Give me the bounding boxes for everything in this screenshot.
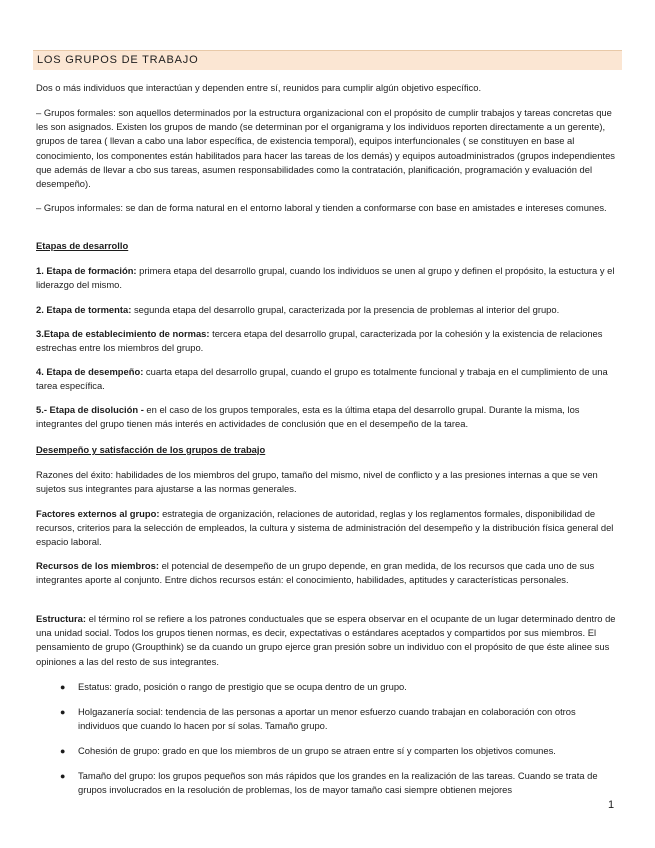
- bullet-icon: ●: [60, 707, 66, 717]
- factor-label: Factores externos al grupo:: [36, 508, 160, 519]
- stage-label: 1. Etapa de formación:: [36, 265, 137, 276]
- intro-paragraph: Dos o más individuos que interactúan y dependen entre sí, reunidos para cumplir algún objetivo específico.: [36, 82, 482, 93]
- stages-heading: Etapas de desarrollo: [36, 240, 129, 251]
- stage-item: [36, 403, 618, 431]
- factor-label: Recursos de los miembros:: [36, 560, 159, 571]
- stage-label: 4. Etapa de desempeño:: [36, 366, 144, 377]
- factor-text: el potencial de desempeño de un grupo depende, en gran medida, de los recursos que cada uno de sus integrantes aporte al conjunto. Entre dichos recursos están: el conocimiento, habilidades, aptitudes y características personales.: [36, 560, 595, 586]
- formal-groups-paragraph: – Grupos formales: son aquellos determinados por la estructura organizacional con el propósito de cumplir trabajos y tareas concretas que les son asignados. Existen los grupos de mando (se determinan por el organigrama y los individuos reporten directamente a un gerente), grupos de tarea ( llevan a cabo una labor específica, de existencia temporal), equipos interfuncionales ( se constituyen en base al conocimiento, los componentes están habilitados para hacer las tareas de los demás) y equipos autoadministrados (grupos independientes que además de llevar a cbo sus tareas, asumen responsabilidades como la contratación, planificación, programación y evaluación del desempeño).: [36, 107, 615, 190]
- bullet-icon: ●: [60, 771, 66, 781]
- list-item-text: Cohesión de grupo: grado en que los miembros de un grupo se atraen entre sí y comparten los objetivos comunes.: [78, 745, 556, 756]
- factor-item: [36, 612, 618, 669]
- stage-label: 5.- Etapa de disolución -: [36, 404, 144, 415]
- stage-text: primera etapa del desarrollo grupal, cuando los individuos se unen al grupo y definen el propósito, la estuctura y el liderazgo del mismo.: [36, 265, 615, 291]
- stage-item: [36, 303, 618, 317]
- list-item-text: Tamaño del grupo: los grupos pequeños son más rápidos que los grandes en la realización de las tareas. Cuando se trata de grupos involucrados en la resolución de problemas, los de mayor tamaño casi siempre obtienen mejores: [78, 770, 598, 796]
- stage-item: [36, 264, 618, 292]
- factor-text: estrategia de organización, relaciones de autoridad, reglas y los reglamentos formales, disponibilidad de recursos, criterios para la selección de empleados, la cultura y sistema de administración del desempeño y la distribución física general del espacio laboral.: [36, 508, 614, 548]
- factor-item: [36, 507, 618, 550]
- list-item: [60, 705, 608, 733]
- list-item-text: Estatus: grado, posición o rango de prestigio que se ocupa dentro de un grupo.: [78, 681, 407, 692]
- stage-label: 2. Etapa de tormenta:: [36, 304, 132, 315]
- list-item: [60, 744, 608, 758]
- stage-text: tercera etapa del desarrollo grupal, caracterizada por la cohesión y la existencia de relaciones estrechas entre los miembros del grupo.: [36, 328, 603, 354]
- stage-item: [36, 327, 618, 355]
- list-item-text: Holgazanería social: tendencia de las personas a aportar un menor esfuerzo cuando trabajan en colaboración con otros individuos que cuando lo hacen por sí solas. Tamaño grupo.: [78, 706, 576, 732]
- page-title: LOS GRUPOS DE TRABAJO: [37, 54, 199, 66]
- stage-text: segunda etapa del desarrollo grupal, caracterizada por la presencia de problemas al interior del grupo.: [131, 304, 560, 315]
- list-item: [60, 769, 608, 797]
- stage-text: en el caso de los grupos temporales, esta es la última etapa del desarrollo grupal. Durante la misma, los integrantes del grupo tienen más interés en actividades de conclusión que en el desempeño de la tarea.: [36, 404, 580, 430]
- page-number: 1: [608, 799, 615, 811]
- factor-text: el término rol se refiere a los patrones conductuales que se espera observar en el ocupante de un lugar determinado dentro de una unidad social. Todos los grupos tienen normas, es decir, expectativas o estándares aceptados y compartidos por sus miembros. El pensamiento de grupo (Groupthink) se da cuando un grupo ejerce gran presión sobre un individuo con el propósito de que éste alinee sus opiniones a las del resto de sus integrantes.: [36, 613, 616, 667]
- success-reasons-paragraph: Razones del éxito: habilidades de los miembros del grupo, tamaño del mismo, nivel de conflicto y a las presiones internas a que se ven sujetos sus integrantes para ajustarse a las normas generales.: [36, 469, 598, 495]
- bullet-icon: ●: [60, 682, 66, 692]
- stage-label: 3.Etapa de establecimiento de normas:: [36, 328, 210, 339]
- stage-item: [36, 365, 618, 393]
- section-title-bar: [33, 50, 622, 70]
- informal-groups-paragraph: – Grupos informales: se dan de forma natural en el entorno laboral y tienden a conformarse con base en amistades e intereses comunes.: [36, 202, 607, 213]
- stage-text: cuarta etapa del desarrollo grupal, cuando el grupo es totalmente funcional y trabaja en el cumplimiento de una tarea específica.: [36, 366, 608, 392]
- performance-heading: Desempeño y satisfacción de los grupos de trabajo: [36, 444, 266, 455]
- list-item: [60, 680, 608, 694]
- bullet-icon: ●: [60, 746, 66, 756]
- factor-item: [36, 559, 618, 587]
- factor-label: Estructura:: [36, 613, 87, 624]
